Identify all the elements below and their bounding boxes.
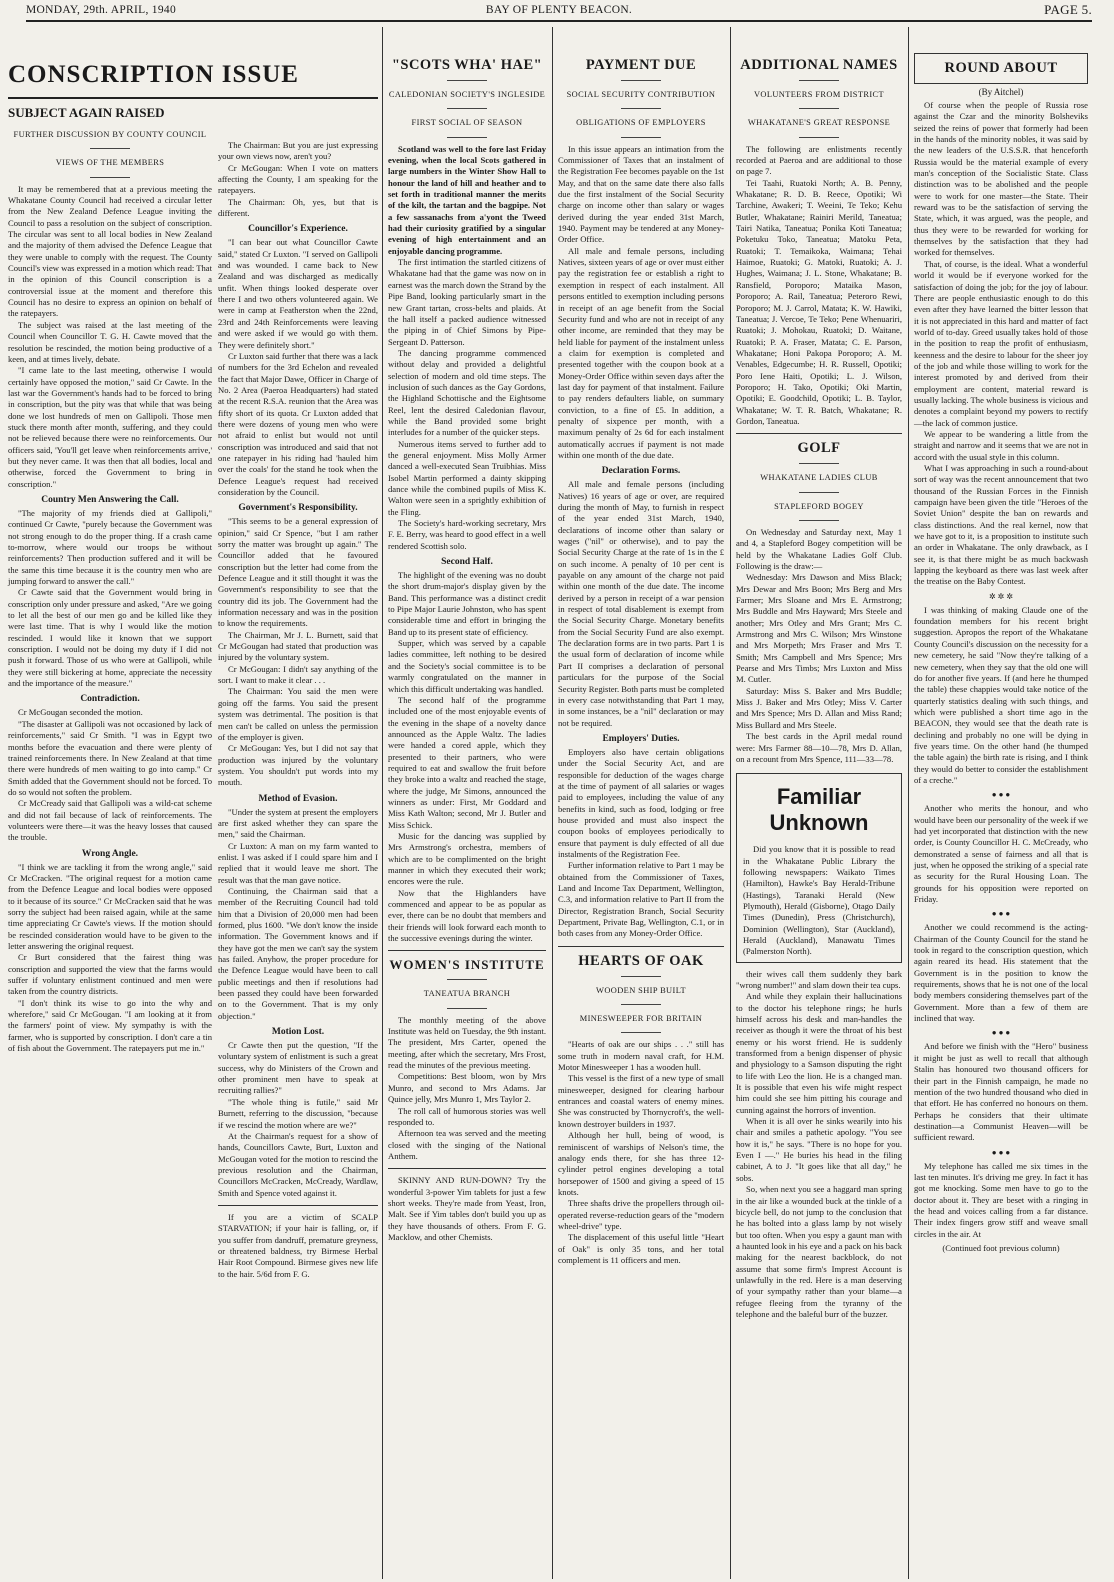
paragraph: It may be remembered that at a previous meeting the Whakatane County Council had received a circular letter from the New Zealand Defence League inviting the Council to pass a resolution on the subject of conscription. The circular was sent to all local bodies in New Zealand and the majority of them advised the Defence League that they were unable to comply with the request. The County Council's view was expressed in a motion which read: That in the opinion of this Council conscription is a controversial issue at the moment and therefore this Council has no desire to express an opinion on behalf of the ratepayers. bbox=[8, 183, 213, 319]
paragraph: The second half of the programme included one of the most enjoyable events of the evening in the shape of a novelty dance announced as the Apple Waltz. The ladies were handed a cored apple, which they presented to their partners, who were required to eat and swallow the fruit before they broke into a waltz and reached the stage, where the judge, Mr Simons, announced the winners as under: First, Mr Goddard and Miss Kath Walton; second, Mr J. Butler and Miss Schick. bbox=[388, 694, 546, 830]
paragraph: Competitions: Best bloom, won by Mrs Munro, and second to Mrs Adams. Jar Quince jelly, Mrs Munro 1, Mrs Taylor 2. bbox=[388, 1071, 546, 1105]
paragraph: Cr Luxton: A man on my farm wanted to enlist. I was asked if I could spare him and I replied that it would leave me short. The result was that the man gave notice. bbox=[218, 840, 378, 885]
dot-separator: ● ● ● bbox=[991, 1028, 1011, 1038]
dot-separator: ● ● ● bbox=[991, 790, 1011, 800]
paragraph: Another we could recommend is the acting-Chairman of the County Council for the stand he took in regard to the conscription question, which again reared its head. His statement that the Government is in the position to know the requirements, shows that he is not one of the local body members considering themselves part of the Government. More than a few of them are inclined that way. bbox=[914, 922, 1088, 1024]
paragraph: The roll call of humorous stories was well responded to. bbox=[388, 1105, 546, 1127]
column-rule bbox=[382, 27, 383, 1579]
paragraph: In this issue appears an intimation from the Commissioner of Taxes that an instalment of the Registration Fee becomes payable on the 1st May, and that on the same date there also falls due the first instalment of the Social Security charge on income other than salary or wages derived during the year ended 31st March, 1940. Payment may be tendered at any Money-Order Office. bbox=[558, 143, 724, 245]
paragraph: "This seems to be a general expression of opinion," said Cr Spence, "but I am rather sorry the matter was brought up again." The Councillor added that he favoured conscription but the letter had come from the Defence League and it still thought it was the Government's responsibility to see that the country did its job. The Government had the information necessary and was in the position to know the requirements. bbox=[218, 516, 378, 629]
paragraph: "I can bear out what Councillor Cawte said," stated Cr Luxton. "I served on Gallipoli and was wounded. I came back to New Zealand and was discharged as medically unfit. When things looked desperate over there I and two others volunteered again. We were in camp at Featherston when the 22nd, 23rd and 24th Reinforcements were leaving and were asked if we would go with them. They were definitely short." bbox=[218, 237, 378, 350]
paragraph: I was thinking of making Claude one of the foundation members for his recent bright suggestion. Apropos the report of the Whakatane County Council's discussion on the necessity for a new cemetery, he said "Now they're talking of a new cemetery, when they say that the old one will do for another five years. If (and here he thumped the table) these chappies would take notice of the quarterly statistics dealing with such things, and which were published a short time ago in the BEACON, they would see that the death rate is declining and probably no one will be dying in five years time. On the other hand (he thumped the table again) the birth rate is rising, and I think they would do better to consider the establishment of a creche." bbox=[914, 604, 1088, 785]
paragraph: their wives call them suddenly they bark "wrong number!" and slam down their tea cups. bbox=[736, 968, 902, 990]
names-column bbox=[736, 27, 902, 1579]
paragraph: "The whole thing is futile," said Mr Burnett, referring to the discussion, "because if we rescind the motion where are we?" bbox=[218, 1096, 378, 1130]
deck-rule bbox=[621, 1032, 661, 1033]
paragraph: At the Chairman's request for a show of hands, Councillors Cawte, Burt, Luxton and McGougan voted for the motion to rescind the previous resolution and the Chairman, Councillors McCracken, McCready, Wardlaw, Smith and Spence voted against it. bbox=[218, 1130, 378, 1198]
paragraph: Cr Luxton said further that there was a lack of numbers for the 3rd Echelon and revealed the fact that Major Dawe, Officer in Charge of No. 2 Area (Paeroa Headquarters) had stated at the recent R.S.A. reunion that the Area was fifty short of its quota. Cr Luxton added that there were dozens of young men who were not afraid to enlist but would not until conscription was introduced and said that not one ratepayer in his riding had 'hauled him over the coals' for the stand he took when the Defence League's request had received consideration by the Council. bbox=[218, 350, 378, 497]
deck-rule bbox=[447, 108, 487, 109]
page-header bbox=[26, 2, 1092, 22]
deck-rule bbox=[799, 137, 839, 138]
deck-rule bbox=[447, 137, 487, 138]
golf-deck-1: WHAKATANE LADIES CLUB bbox=[760, 473, 878, 483]
page-number: PAGE 5. bbox=[1044, 2, 1092, 17]
paragraph: "I came late to the last meeting, otherwise I would certainly have opposed the motion," said Cr Cawte. In the last war the Government's hands had to be forced to bring in conscription, but the pity was that while that was being done we lost hundreds of men on Gallipoli. Those men stuck there month after month, suffering, and they could not be relieved because there were no reinforcements. Our officers said, 'You'll get leave when reinforcements arrive,' but they never came. It was then that all bodies, local and otherwise, forced the Government to bring in conscription." bbox=[8, 365, 212, 489]
paragraph: Afternoon tea was served and the meeting closed with the singing of the National Anthem. bbox=[388, 1128, 546, 1161]
star-separator: ✲ ✲ ✲ bbox=[988, 591, 1014, 601]
subhead: Second Half. bbox=[441, 557, 493, 568]
section-rule bbox=[388, 950, 546, 951]
paragraph: All male and female persons (including Natives) 16 years of age or over, are required during the month of May, to furnish in respect of the year ended 31st March, 1940, declarations of income other than salary or wages ("nil" or otherwise), and to pay the Social Security Charge at the rate of 1s in the £ on such income. A penalty of 10 per cent is payable on any amount of the charge not paid within one month of the due date. The income derived by a person in receipt of a war pension in respect of total disablement is exempt from the Social Security Charge. Monetary benefits from the Social Security Fund are also exempt. The declaration forms are in two parts. Part 1 is the usual form of declaration of income while Part II comprises a declaration of personal particulars for the purpose of the Social Security Register. Both parts must be completed in every case notwithstanding that Part 1 may, in some instances, be a "nil" declaration or may not be required. bbox=[558, 479, 724, 728]
subhead: Method of Evasion. bbox=[258, 793, 338, 804]
deck-rule bbox=[799, 463, 839, 464]
hearts-deck-2: MINESWEEPER FOR BRITAIN bbox=[579, 1014, 703, 1024]
deck-rule bbox=[90, 177, 130, 178]
scots-column bbox=[388, 27, 546, 1579]
paragraph: Employers also have certain obligations under the Social Security Act, and are responsible for deduction of the wages charge at the time of payment of all salaries or wages paid to employees, including the value of any benefits in kind, such as food, lodging or free house provided and must also inspect the coupon books of employees periodically to ensure that payment is duly effected of all due instalments of the Registration Fee. bbox=[558, 746, 724, 859]
deck-rule bbox=[447, 979, 487, 980]
paragraph: The first intimation the startled citizens of Whakatane had that the game was now on in earnest was the march down the Strand by the Pipe Band, looking particularly smart in the new Grant tartan, cross-belts and plaids. At the hall itself a packed audience witnessed the piping in of Chief Simons by Pipe-Sergeant D. Patterson. bbox=[388, 257, 546, 347]
golf-headline: GOLF bbox=[797, 440, 841, 457]
round-about-column bbox=[914, 27, 1088, 1579]
deck-rule bbox=[621, 137, 661, 138]
paragraph: Saturday: Miss S. Baker and Mrs Buddle; Miss J. Baker and Mrs Otley; Miss V. Carter and Mrs Spence; Mrs D. Allan and Miss Rand; Miss Bullard and Mrs Steele. bbox=[736, 685, 902, 730]
paragraph: Although her hull, being of wood, is reminiscent of warships of Nelson's time, the analogy ends there, for she has three 12-cylinder petrol engines developing a total horsepower of 1500 and giving a speed of 15 knots. bbox=[558, 1130, 724, 1197]
paragraph: Cr Cawte said that the Government would bring in conscription only under pressure and asked, "Are we going to let all the best of our men go and be killed like they were last time. That is why I would like the motion rescinded. I would like it known that we support conscription. I would not be doing my duty if I did not push it forward. Those of us who were at Gallipoli, while they were still bickering at home, appreciate the necessity and the importance of the measure." bbox=[8, 587, 212, 689]
deck-rule bbox=[621, 976, 661, 977]
paragraph: That, of course, is the ideal. What a wonderful world it would be if everyone worked for the satisfaction of doing the job; for the joy of labour. There are people enthusiastic enough to do this even after they have learned the bitter lesson that it is not appreciated in this hard and matter of fact world of to-day. Greed usually takes hold of those in the position to reap the profit of enthusiasm, keenness and the desire to labour for the sheer joy of the job and while those willing to work for the interest promoted by and derived from their employment are content, material reward is usually lacking. The whole business is vicious and denotes a complaint beyond my powers to rectify—the lack of common justice. bbox=[914, 258, 1088, 428]
headline-rule bbox=[8, 97, 378, 99]
column-rule bbox=[552, 27, 553, 1579]
deck-rule bbox=[447, 1008, 487, 1009]
paragraph: Further information relative to Part 1 may be obtained from the Commissioner of Taxes, Land and Income Tax Department, Wellington, C.3, and information relative to Part II from the Director, Registration Branch, Social Security Department, Private Bag, Wellington, C.1, or in both cases from any Money-Order Office. bbox=[558, 860, 724, 939]
scots-deck-1: CALEDONIAN SOCIETY'S INGLESIDE bbox=[388, 90, 546, 99]
paragraph: My telephone has called me six times in the last ten minutes. It's driving me grey. In fact it has got me knocking. Some men have to go to the doctor about it. They are beset with a ringing in the head and voices calling from a far distance. Their index fingers grow stiff and weave small circles in the air. At bbox=[914, 1160, 1088, 1239]
deck-rule bbox=[621, 80, 661, 81]
deck-rule bbox=[447, 80, 487, 81]
paragraph: Cr Burt considered that the fairest thing was conscription and supported the view that the farms would suffer if voluntary enlistment continued and men were taken from the country districts. bbox=[8, 952, 212, 997]
payment-headline: PAYMENT DUE bbox=[585, 57, 697, 73]
conscription-subtitle: SUBJECT AGAIN RAISED bbox=[8, 105, 165, 120]
paragraph: Supper, which was served by a capable ladies committee, left nothing to be desired and the Society's social committee is to be warmly congratulated on the manner in which this difficult undertaking was handled. bbox=[388, 638, 546, 694]
subhead: Contradiction. bbox=[80, 694, 140, 705]
subhead: Country Men Answering the Call. bbox=[41, 494, 179, 505]
paragraph: We appear to be wandering a little from the straight and narrow and it seems that we are not in accord with the usual style in this column. bbox=[914, 428, 1088, 462]
paragraph: On Wednesday and Saturday next, May 1 and 4, a Stapleford Bogey competition will be held by the Whakatane Ladies Golf Club. Following is the draw:— bbox=[736, 526, 902, 571]
hearts-of-oak-headline: HEARTS OF OAK bbox=[578, 952, 704, 969]
paragraph: Did you know that it is possible to read in the Whakatane Public Library the following newspapers: Waikato Times (Hamilton), Hawke's Bay Herald-Tribune (Hastings), Taranaki Herald (New Plymouth), Herald (Gisborne), Otago Daily Times (Dunedin), Press (Christchurch), Dominion (Wellington), Star (Auckland), Herald (Auckland), Manawatu Times (Palmerston North). bbox=[743, 844, 895, 957]
scots-deck-2: FIRST SOCIAL OF SEASON bbox=[411, 118, 523, 128]
names-deck-2: WHAKATANE'S GREAT RESPONSE bbox=[747, 118, 891, 128]
dot-separator: ● ● ● bbox=[991, 909, 1011, 919]
paragraph: "The majority of my friends died at Gallipoli," continued Cr Cawte, "purely because the Government was not strong enough to do the proper thing. If a crash came to-morrow, where would our troops be without reinforcements? Then production suffered and it will be the same this time because it is the country men who are jumping forward to answer the call." bbox=[8, 507, 212, 587]
continued-note: (Continued foot previous column) bbox=[942, 1242, 1060, 1253]
newspaper-name: BAY OF PLENTY BEACON. bbox=[485, 4, 633, 16]
subhead: Employers' Duties. bbox=[602, 733, 680, 744]
scots-lead: Scotland was well to the fore last Friday evening, when the local Scots gathered in large numbers in the Winter Show Hall to honour the land of hill and heather and to set forth in traditional manner the merits of the kilt, the tartan and the bagpipe. Not a few sassanachs from a'yont the Tweed had their curiosity gratified by a singular evening of high entertainment and an enjoyable dancing programme. bbox=[388, 143, 546, 256]
advert-rule bbox=[218, 1205, 378, 1206]
paragraph: Tei Taahi, Ruatoki North; A. B. Penny, Whakatane; R. D. B. Reece, Opotiki; Wi Tarchine, Awakeri; T. Weeini, Te Teko; Kehu Butler, Whakatane; Rainiri Merild, Taneatua; Tairi Natika, Taneatua; Ponika Koti Taneatua; Poketuku Toko, Taneatua; Matoku Peta, Ruatoki; T. Temaikoka, Waimana; Tehai Haimoe, Ruatoki; G. Matoki, Ruatoki; A. J. Hughes, Waimana; J. L. Stone, Whakatane; B. Ransfield, Poroporo; Mataika Mason, Poroporo; A. Rail, Taneatua; Peteroro Rewi, Poroporo; M. J. Carrol, Matata; K. W. Hawiki, Taneatua; J. Vercoe, Te Teko; Pene Whenuariri, Ruatoki; J. Mohokau, Ruatoki; D. Waitane, Ruatoki; P. A. Fraser, Matata; C. E. Parson, Whakatane; Honi Pakopa Poroporo; A. M. Venables, Edgecumbe; H. R. Russell, Opotiki; Poro Iene Haiti, Opotiki; L. J. Wilson, Poroporo; H. Tako, Opotiki; Oki Martin, Opotiki; E. Goodchild, Opotiki; L. B. Taylor, Whakatane; W. T. R. Batch, Whakatane; R. Gordon, Taneatua. bbox=[736, 177, 902, 426]
paragraph: Numerous items served to further add to the general enjoyment. Miss Molly Armer danced a well-executed Sean Truibhias. Miss Isobel Martin performed a dainty skipping dance while the combined pupils of Miss K. Walton were seen in a sprightly exhibition of the Fling. bbox=[388, 438, 546, 517]
subhead: Declaration Forms. bbox=[601, 466, 681, 477]
paragraph: "Hearts of oak are our ships . . ." still has some truth in modern naval craft, for H.M. Motor Minesweeper 1 has a wooden hull. bbox=[558, 1039, 724, 1073]
deck-rule bbox=[621, 108, 661, 109]
paragraph: The following are enlistments recently recorded at Paeroa and are additional to those on page 7. bbox=[736, 143, 902, 177]
scots-headline: "SCOTS WHA' HAE" bbox=[391, 57, 543, 73]
conscription-column-b bbox=[218, 140, 378, 1579]
column-rule bbox=[908, 27, 909, 1579]
paragraph: And before we finish with the "Hero" business it might be just as well to recall that although Stalin has honoured two thousand officers for their part in the Finnish campaign, he made no mention of the two hundred thousand who died in that effort. He has conferred no honours on them. Perhaps he considers that their ultimate destination—a Communist Heaven—will be sufficient reward. bbox=[914, 1041, 1088, 1143]
paragraph: Cr McGougan: When I vote on matters affecting the County, I am speaking for the ratepayers. bbox=[218, 162, 378, 196]
section-rule bbox=[558, 946, 724, 947]
paragraph: Cr McGougan seconded the motion. bbox=[18, 707, 143, 718]
paragraph: The displacement of this useful little "Heart of Oak" is only 35 tons, and her total complement is 11 officers and men. bbox=[558, 1232, 724, 1265]
paragraph: Now that the Highlanders have commenced and appear to be as popular as ever, there can be no doubt that members and their friends will look forward each month to the successive evenings during the winter. bbox=[388, 887, 546, 944]
subhead: Government's Responsibility. bbox=[238, 503, 358, 514]
subhead: Wrong Angle. bbox=[81, 848, 139, 859]
paragraph: The highlight of the evening was no doubt the short drum-major's display given by the Band. This performance was a distinct credit to Pipe Major Laurie Johnston, who has spent considerable time and effort in bringing the Band up to its present state of efficiency. bbox=[388, 570, 546, 637]
section-rule bbox=[736, 433, 902, 434]
payment-column bbox=[558, 27, 724, 1579]
paragraph: The Chairman: But you are just expressing your own views now, aren't you? bbox=[218, 140, 378, 162]
conscription-deck-2: VIEWS OF THE MEMBERS bbox=[55, 158, 165, 168]
paragraph: "Under the system at present the employers are first asked whether they can spare the men," said the Chairman. bbox=[218, 806, 378, 840]
round-about-headline: ROUND ABOUT bbox=[944, 60, 1058, 76]
womens-institute-deck: TANEATUA BRANCH bbox=[423, 989, 511, 999]
paragraph: "The disaster at Gallipoli was not occasioned by lack of reinforcements," said Cr Smith. "I was in Egypt two months before the evacuation and there were plenty of trained reinforcements there. In New Zealand at that time there were hundreds of men waiting to go into camp." Cr Smith added that the Government should not be forced. To do so would not soften the problem. bbox=[8, 718, 212, 797]
issue-date: MONDAY, 29th. APRIL, 1940 bbox=[26, 4, 176, 16]
subhead: Councillor's Experience. bbox=[248, 224, 348, 235]
column-rule bbox=[730, 27, 731, 1579]
deck-rule bbox=[799, 492, 839, 493]
paragraph: Of course when the people of Russia rose against the Czar and the minority Bolsheviks seized the reins of power that formerly had been in the hands of the minority nobles, it was said by the new leaders of the U.S.S.R. that henceforth Russia would be the material example of every man's conception of the Socialistic State. Class distinction was to be abolished and the people were to work for one master—the State. Their reward was to be the satisfaction of serving the State, which, it was argued, was the people, and thus they were to be rewarded for working for themselves by the satisfaction that they had worked for themselves. bbox=[914, 100, 1088, 258]
additional-names-headline: ADDITIONAL NAMES bbox=[740, 57, 898, 73]
deck-rule bbox=[90, 148, 130, 149]
advert-rule bbox=[388, 1168, 546, 1169]
paragraph: So, when next you see a haggard man spring in the air like a wounded buck at the tinkle of a bicycle bell, do not jump to the conclusion that he has bolted into a glass lamp by not wisely but too often. When you espy a gaunt man with a haunted look in his eye and a pack on his back making for the nearest backblock, do not assume that some firm's Imprest Account is unlawfully in the red. Here is a man deserving of your sympathy rather than your blame—a refugee fleeing from the tyranny of the telephone and the baleful burr of the buzzer. bbox=[736, 1184, 902, 1319]
paragraph: Cr McCready said that Gallipoli was a wild-cat scheme and did not fail because of lack of reinforcements. The volunteers were there—it was the heavy losses that caused the trouble. bbox=[8, 798, 212, 843]
deck-rule bbox=[799, 520, 839, 521]
paragraph: The Chairman: Oh, yes, but that is different. bbox=[218, 196, 378, 219]
conscription-headline: CONSCRIPTION ISSUE bbox=[8, 61, 299, 88]
paragraph: Cr Cawte then put the question, "If the voluntary system of enlistment is such a great success, why do Ministers of the Crown and other prominent men have to speak at recruiting rallies?" bbox=[218, 1040, 378, 1096]
paragraph: The dancing programme commenced without delay and provided a delightful selection of modern and old time steps. The inclusion of such dances as the Gay Gordons, the Highland Schottische and the Eightsome Reel, lent the desired Caledonian flavour, while the Band provided some bright interludes for a number of the quicker steps. bbox=[388, 347, 546, 438]
yim-advert: SKINNY AND RUN-DOWN? Try the wonderful 3-power Yim tablets for just a few short weeks. They're made from Yeast, Iron, Malt. See if Yim tables don't build you up as they have thousands of others. From F. G. Macklow, and other Chemists. bbox=[388, 1175, 546, 1242]
paragraph: The Chairman: You said the men were going off the farms. You said the present system was detrimental. The position is that men can't be called on unless the permission of the employer is given. bbox=[218, 686, 378, 742]
paragraph: Another who merits the honour, and who would have been our personality of the week if we had yet incorporated that distinction with the new order, is County Councillor H. C. McCready, who demonstrated a sense of fairness and all that is just, when he opposed the striking of a special rate as security for the Rural Housing Loan. The grounds for his opposition were reported on Friday. bbox=[914, 803, 1088, 905]
paragraph: Wednesday: Mrs Dawson and Miss Black; Mrs Dewar and Mrs Boon; Mrs Berg and Mrs Farmer; Mrs Sloane and Mrs E. Armstrong; Mrs Buddle and Mrs Hayward; Mrs Steele and another; Mrs Otley and Mrs Grant; Mrs C. Armstrong and Mrs C. Wilson; Mrs Winstone and Mrs Morpeth; Mrs Fraser and Mrs T. Smith; Mrs Campbell and Mrs Spence; Mrs Pearse and Mrs Timbs; Mrs Luxton and Miss M. Cutler. bbox=[736, 572, 902, 685]
paragraph: This vessel is the first of a new type of small minesweeper, designed for clearing harbour entrances and coastal waters of enemy mines. She was constructed by Thornycroft's, the well-known destroyer builders in 1937. bbox=[558, 1073, 724, 1129]
payment-deck-2: OBLIGATIONS OF EMPLOYERS bbox=[576, 118, 706, 128]
womens-institute-headline: WOMEN'S INSTITUTE bbox=[389, 957, 545, 973]
paragraph: Three shafts drive the propellers through oil-operated reverse-reduction gears of the "modern wheel-drive" type. bbox=[558, 1198, 724, 1231]
round-about-box bbox=[914, 53, 1088, 84]
paragraph: All male and female persons, including Natives, sixteen years of age or over must either pay the registration fee or establish a right to exemption in respect of each instalment. All persons entitled to exemption including persons in receipt of an age benefit from the Social Security fund and who are not in receipt of any other income, are reminded that they may be held liable for payment of the instalment unless a claim for exemption is completed and presented together with the coupon book at a Money-Order Office within seven days after the last day for payment of that instalment. Failure to pay renders defaulters liable, on summary conviction, to a fine of £5. In addition, a penalty of sixpence per month, with a maximum penalty of 2s 6d for each instalment automatically accrues if payment is not made within one month of the due date. bbox=[558, 245, 724, 460]
round-about-byline: (By Aitchel) bbox=[978, 87, 1024, 97]
paragraph: Music for the dancing was supplied by Mrs Armstrong's orchestra, members of which are to be complimented on the bright manner in which they executed their work; encores were the rule. bbox=[388, 830, 546, 887]
paragraph: The Chairman, Mr J. L. Burnett, said that Cr McGougan had stated that production was injured by the voluntary system. bbox=[218, 629, 378, 663]
names-deck-1: VOLUNTEERS FROM DISTRICT bbox=[753, 90, 885, 99]
paragraph: Cr McGougan: Yes, but I did not say that production was injured by the voluntary system. You shouldn't put words into my mouth. bbox=[218, 743, 378, 788]
familiar-unknown-headline: Familiar Unknown bbox=[769, 784, 869, 836]
subhead: Motion Lost. bbox=[271, 1027, 325, 1038]
paragraph: The monthly meeting of the above Institute was held on Tuesday, the 9th instant. The president, Mrs Carter, opened the meeting, after which the secretary, Mrs Frost, read the minutes of the previous meeting. bbox=[388, 1014, 546, 1071]
paragraph: What I was approaching in such a round-about sort of way was the recent announcement that two thousand of the Russian Forces in the Finnish campaign have been given the title "Heroes of the Soviet Union" despite the ban on rewards and class distinctions. And the real kernel, now that we have got to it, is a proposition to institute such an order in Whakatane. The only drawback, as I see it, is that there might be as much backwash lapping the keyboard as there was last week after the treatise on the Baby Contest. bbox=[914, 463, 1088, 587]
familiar-unknown-box bbox=[736, 773, 902, 962]
paragraph: Cr McGougan: I didn't say anything of the sort. I want to make it clear . . . bbox=[218, 663, 378, 686]
paragraph: "I think we are tackling it from the wrong angle," said Cr McCracken. "The original request for a motion came from the Defence League and local bodies were opposed to it because of its source." Cr McCracken said that he was sorry the subject had been raised again, while at the same time appreciating Cr Cawte's views. If the motion should be rescinded consideration would have to be given to the letter answering the original request. bbox=[8, 861, 212, 951]
paragraph: The subject was raised at the last meeting of the Council when Councillor T. G. H. Cawte moved that the resolution be rescinded, the motion being productive of a keen, and at times lively, debate. bbox=[8, 319, 212, 364]
paragraph: The Society's hard-working secretary, Mrs F. E. Berry, was heard to good effect in a well rendered Scottish solo. bbox=[388, 518, 546, 551]
deck-rule bbox=[799, 108, 839, 109]
hair-advert: If you are a victim of SCALP STARVATION; if your hair is falling, or, if you suffer from dandruff, premature greyness, or threatened baldness, try Birmese Herbal Hair Root Compound. Birmese gives new life to the hair. 5/6d from F. G. bbox=[218, 1211, 378, 1279]
paragraph: The best cards in the April medal round were: Mrs Farmer 88—10—78, Mrs D. Allan, on a recount from Mrs Spence, 111—33—78. bbox=[736, 731, 902, 764]
golf-deck-2: STAPLEFORD BOGEY bbox=[774, 501, 864, 511]
dot-separator: ● ● ● bbox=[991, 1147, 1011, 1157]
conscription-deck-1: FURTHER DISCUSSION BY COUNTY COUNCIL bbox=[13, 130, 207, 139]
deck-rule bbox=[621, 1004, 661, 1005]
hearts-deck-1: WOODEN SHIP BUILT bbox=[596, 985, 686, 995]
paragraph: When it is all over he sinks wearily into his chair and smiles a pathetic apology. "You see how it is," he says. "There is no hope for you. Even I —." He buries his head in the filing cabinet, A to J. "It goes like that all day," he sobs. bbox=[736, 1116, 902, 1183]
paragraph: "I don't think its wise to go into the why and wherefore," said Cr McGougan. "I am looking at it from the farmers' point of view. My sympathy is with the farmer, who is supported by conscription. I don't care a tin of fish about the Government. The ratepayers put me in." bbox=[8, 997, 212, 1054]
payment-deck-1: SOCIAL SECURITY CONTRIBUTION bbox=[566, 90, 716, 99]
paragraph: Continuing, the Chairman said that a member of the Recruiting Council had told him that a Division of 20,000 men had been formed, plus 1600. "We don't know the inside information. The Government knows and if they have got the men we can't say the system has failed. Anyhow, the proper procedure for the Defence League would have been to call public meetings and then if resolutions had been passed they could have been forwarded on to the Government. That is my only objection." bbox=[218, 885, 378, 1021]
deck-rule bbox=[799, 80, 839, 81]
paragraph: And while they explain their hallucinations to the doctor his telephone rings; he hurls himself across his desk and man-handles the receiver as though it were the throat of his best enemy or his worst friend. He is suddenly transformed from a benign dispenser of physic and physiology to a Samson disputing the right to life with Leo the lion. He is a changed man. It is possible that even his wife might respect him could she see him pitting his courage and cunning against the horrors of invention. bbox=[736, 991, 902, 1115]
